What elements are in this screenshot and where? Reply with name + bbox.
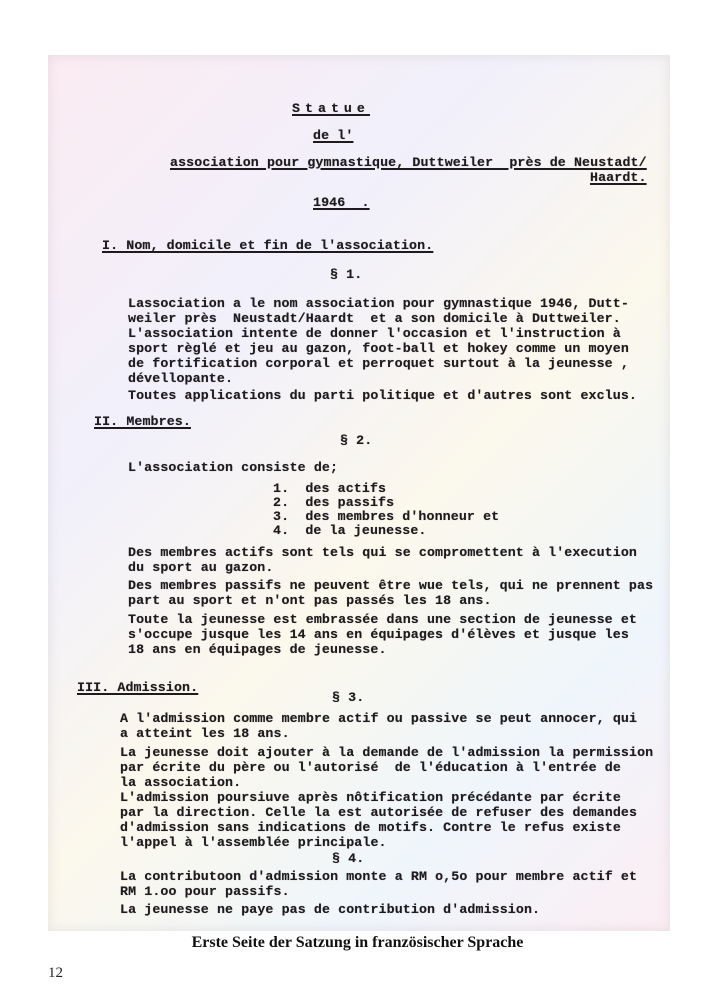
section-heading-3: III. Admission. xyxy=(77,680,199,695)
text-line: sport règlé et jeu au gazon, foot-ball et hokey comme un moyen xyxy=(128,341,629,356)
document-subtitle-line1: association pour gymnastique, Duttweiler près de Neustadt/ xyxy=(170,155,647,170)
document-subtitle-line2: Haardt. xyxy=(590,170,647,185)
paragraph-mark-4: § 4. xyxy=(332,851,365,866)
document-year: 1946 . xyxy=(313,195,370,210)
list-item: 1. des actifs xyxy=(273,481,387,496)
text-line: weiler près Neustadt/Haardt et a son domicile à Duttweiler. xyxy=(128,311,621,326)
text-line: par écrite du père ou l'autorisé de l'éducation à l'entrée de xyxy=(120,760,621,775)
text-line: dévellopante. xyxy=(128,371,234,386)
text-line: La jeunesse ne paye pas de contribution d'admission. xyxy=(120,902,541,917)
text-line: par la direction. Celle la est autorisée de refuser des demandes xyxy=(120,805,638,820)
page-number: 12 xyxy=(48,965,63,981)
text-line: La contributoon d'admission monte a RM o,5o pour membre actif et xyxy=(120,869,638,884)
list-item: 3. des membres d'honneur et xyxy=(273,509,500,524)
section-heading-2: II. Membres. xyxy=(94,414,191,429)
text-line: l'appel à l'assemblée principale. xyxy=(120,835,387,850)
text-line: Des membres actifs sont tels qui se compromettent à l'execution xyxy=(128,545,638,560)
text-line: RM 1.oo pour passifs. xyxy=(120,884,290,899)
list-item: 4. de la jeunesse. xyxy=(273,523,427,538)
text-line: Lassociation a le nom association pour gymnastique 1946, Dutt- xyxy=(128,296,629,311)
text-line: du sport au gazon. xyxy=(128,560,274,575)
list-item: 2. des passifs xyxy=(273,495,395,510)
text-line: d'admission sans indications de motifs. Contre le refus existe xyxy=(120,820,621,835)
paragraph-mark-2: § 2. xyxy=(340,433,373,448)
document-title: Statue xyxy=(292,101,370,116)
text-line: Des membres passifs ne peuvent être wue tels, qui ne prennent pas xyxy=(128,578,654,593)
text-line: de fortification corporal et perroquet surtout à la jeunesse , xyxy=(128,356,629,371)
text-line: Toutes applications du parti politique et d'autres sont exclus. xyxy=(128,388,638,403)
text-line: la association. xyxy=(120,775,242,790)
figure-caption: Erste Seite der Satzung in französischer Sprache xyxy=(191,934,524,951)
text-line: part au sport et n'ont pas passés les 18 ans. xyxy=(128,593,492,608)
text-line: 18 ans en équipages de jeunesse. xyxy=(128,642,387,657)
text-line: La jeunesse doit ajouter à la demande de l'admission la permission xyxy=(120,745,654,760)
text-line: a atteint les 18 ans. xyxy=(120,726,290,741)
list-intro: L'association consiste de; xyxy=(128,460,339,475)
document-title-article: de l' xyxy=(313,128,354,143)
paragraph-mark-3: § 3. xyxy=(332,690,365,705)
text-line: A l'admission comme membre actif ou passive se peut annocer, qui xyxy=(120,711,638,726)
text-line: L'association intente de donner l'occasion et l'instruction à xyxy=(128,326,621,341)
paragraph-mark-1: § 1. xyxy=(330,267,363,282)
section-heading-1: I. Nom, domicile et fin de l'association. xyxy=(102,238,434,253)
text-line: L'admission poursiuve après nôtification précédante par écrite xyxy=(120,790,621,805)
text-line: Toute la jeunesse est embrassée dans une section de jeunesse et xyxy=(128,612,638,627)
text-line: s'occupe jusque les 14 ans en équipages d'élèves et jusque les xyxy=(128,627,629,642)
